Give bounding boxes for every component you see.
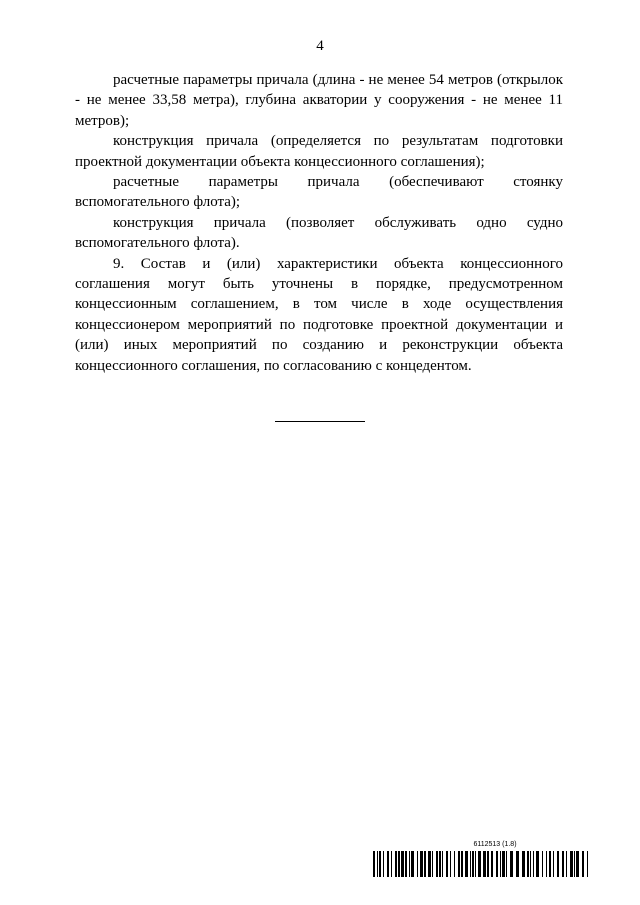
barcode-bar: [475, 851, 476, 877]
barcode-bar: [587, 851, 588, 877]
barcode-bar: [500, 851, 501, 877]
barcode-bar: [401, 851, 404, 877]
barcode-bar: [387, 851, 389, 877]
barcode-bar: [522, 851, 525, 877]
document-body: [75, 70, 563, 376]
barcode-bar: [465, 851, 468, 877]
barcode-bar: [436, 851, 438, 877]
barcode-bar: [458, 851, 460, 877]
barcode-bar: [530, 851, 531, 877]
barcode-bar: [391, 851, 392, 877]
page-number: 4: [316, 38, 324, 54]
barcode-bar: [516, 851, 519, 877]
barcode-label: 6112513 (1.8): [473, 841, 517, 848]
barcode-bar: [395, 851, 397, 877]
barcode: [373, 851, 590, 877]
barcode-bar: [472, 851, 474, 877]
barcode-bar: [446, 851, 448, 877]
barcode-bar: [383, 851, 384, 877]
barcode-bar: [506, 851, 507, 877]
barcode-bar: [562, 851, 564, 877]
barcode-bar: [377, 851, 378, 877]
barcode-bar: [491, 851, 493, 877]
barcode-bar: [570, 851, 573, 877]
barcode-bar: [461, 851, 463, 877]
barcode-bar: [428, 851, 431, 877]
barcode-bar: [582, 851, 584, 877]
barcode-bar: [470, 851, 471, 877]
barcode-bar: [411, 851, 414, 877]
paragraph-auxiliary-berth-construction: конструкция причала (позволяет обслуживать одно судно вспомогательного флота).: [75, 214, 563, 252]
barcode-bar: [549, 851, 551, 877]
paragraph-clause-9: 9. Состав и (или) характеристики объекта концессионного соглашения могут быть уточнены в порядке, предусмотренном концессионным соглашением, в том числе в ходе осуществления концессионером мероприятий по подготовке проектной документации и (или) иных мероприятий по созданию и реконструкции объекта концессионного соглашения, по согласованию с концедентом.: [75, 255, 563, 374]
barcode-bar: [454, 851, 455, 877]
barcode-bar: [432, 851, 433, 877]
barcode-bar: [442, 851, 443, 877]
paragraph-berth-parameters: расчетные параметры причала (длина - не менее 54 метров (открылок - не менее 33,58 метра), глубина акватории у сооружения - не менее 11 метров);: [75, 72, 563, 129]
barcode-bar: [510, 851, 513, 877]
barcode-bar: [483, 851, 486, 877]
barcode-bar: [527, 851, 529, 877]
barcode-bar: [576, 851, 579, 877]
paragraph-auxiliary-berth-parameters: расчетные параметры причала (обеспечивают стоянку вспомогательного флота);: [75, 174, 563, 211]
barcode-bar: [450, 851, 451, 877]
barcode-bar: [405, 851, 407, 877]
barcode-bar: [546, 851, 547, 877]
barcode-bar: [409, 851, 410, 877]
paragraph-berth-construction: конструкция причала (определяется по результатам подготовки проектной документации объекта концессионного соглашения);: [75, 133, 563, 170]
barcode-bar: [536, 851, 539, 877]
barcode-bar: [424, 851, 426, 877]
barcode-bar: [487, 851, 489, 877]
barcode-bar: [379, 851, 381, 877]
barcode-bar: [502, 851, 505, 877]
end-of-document-rule: [275, 421, 365, 422]
barcode-bar: [533, 851, 534, 877]
barcode-bar: [496, 851, 498, 877]
barcode-bar: [417, 851, 418, 877]
barcode-bar: [553, 851, 554, 877]
barcode-bar: [557, 851, 559, 877]
barcode-bar: [542, 851, 543, 877]
barcode-bar: [420, 851, 423, 877]
barcode-bar: [566, 851, 567, 877]
barcode-bar: [574, 851, 575, 877]
barcode-bar: [478, 851, 481, 877]
barcode-bar: [398, 851, 400, 877]
barcode-bar: [373, 851, 375, 877]
barcode-bar: [439, 851, 441, 877]
